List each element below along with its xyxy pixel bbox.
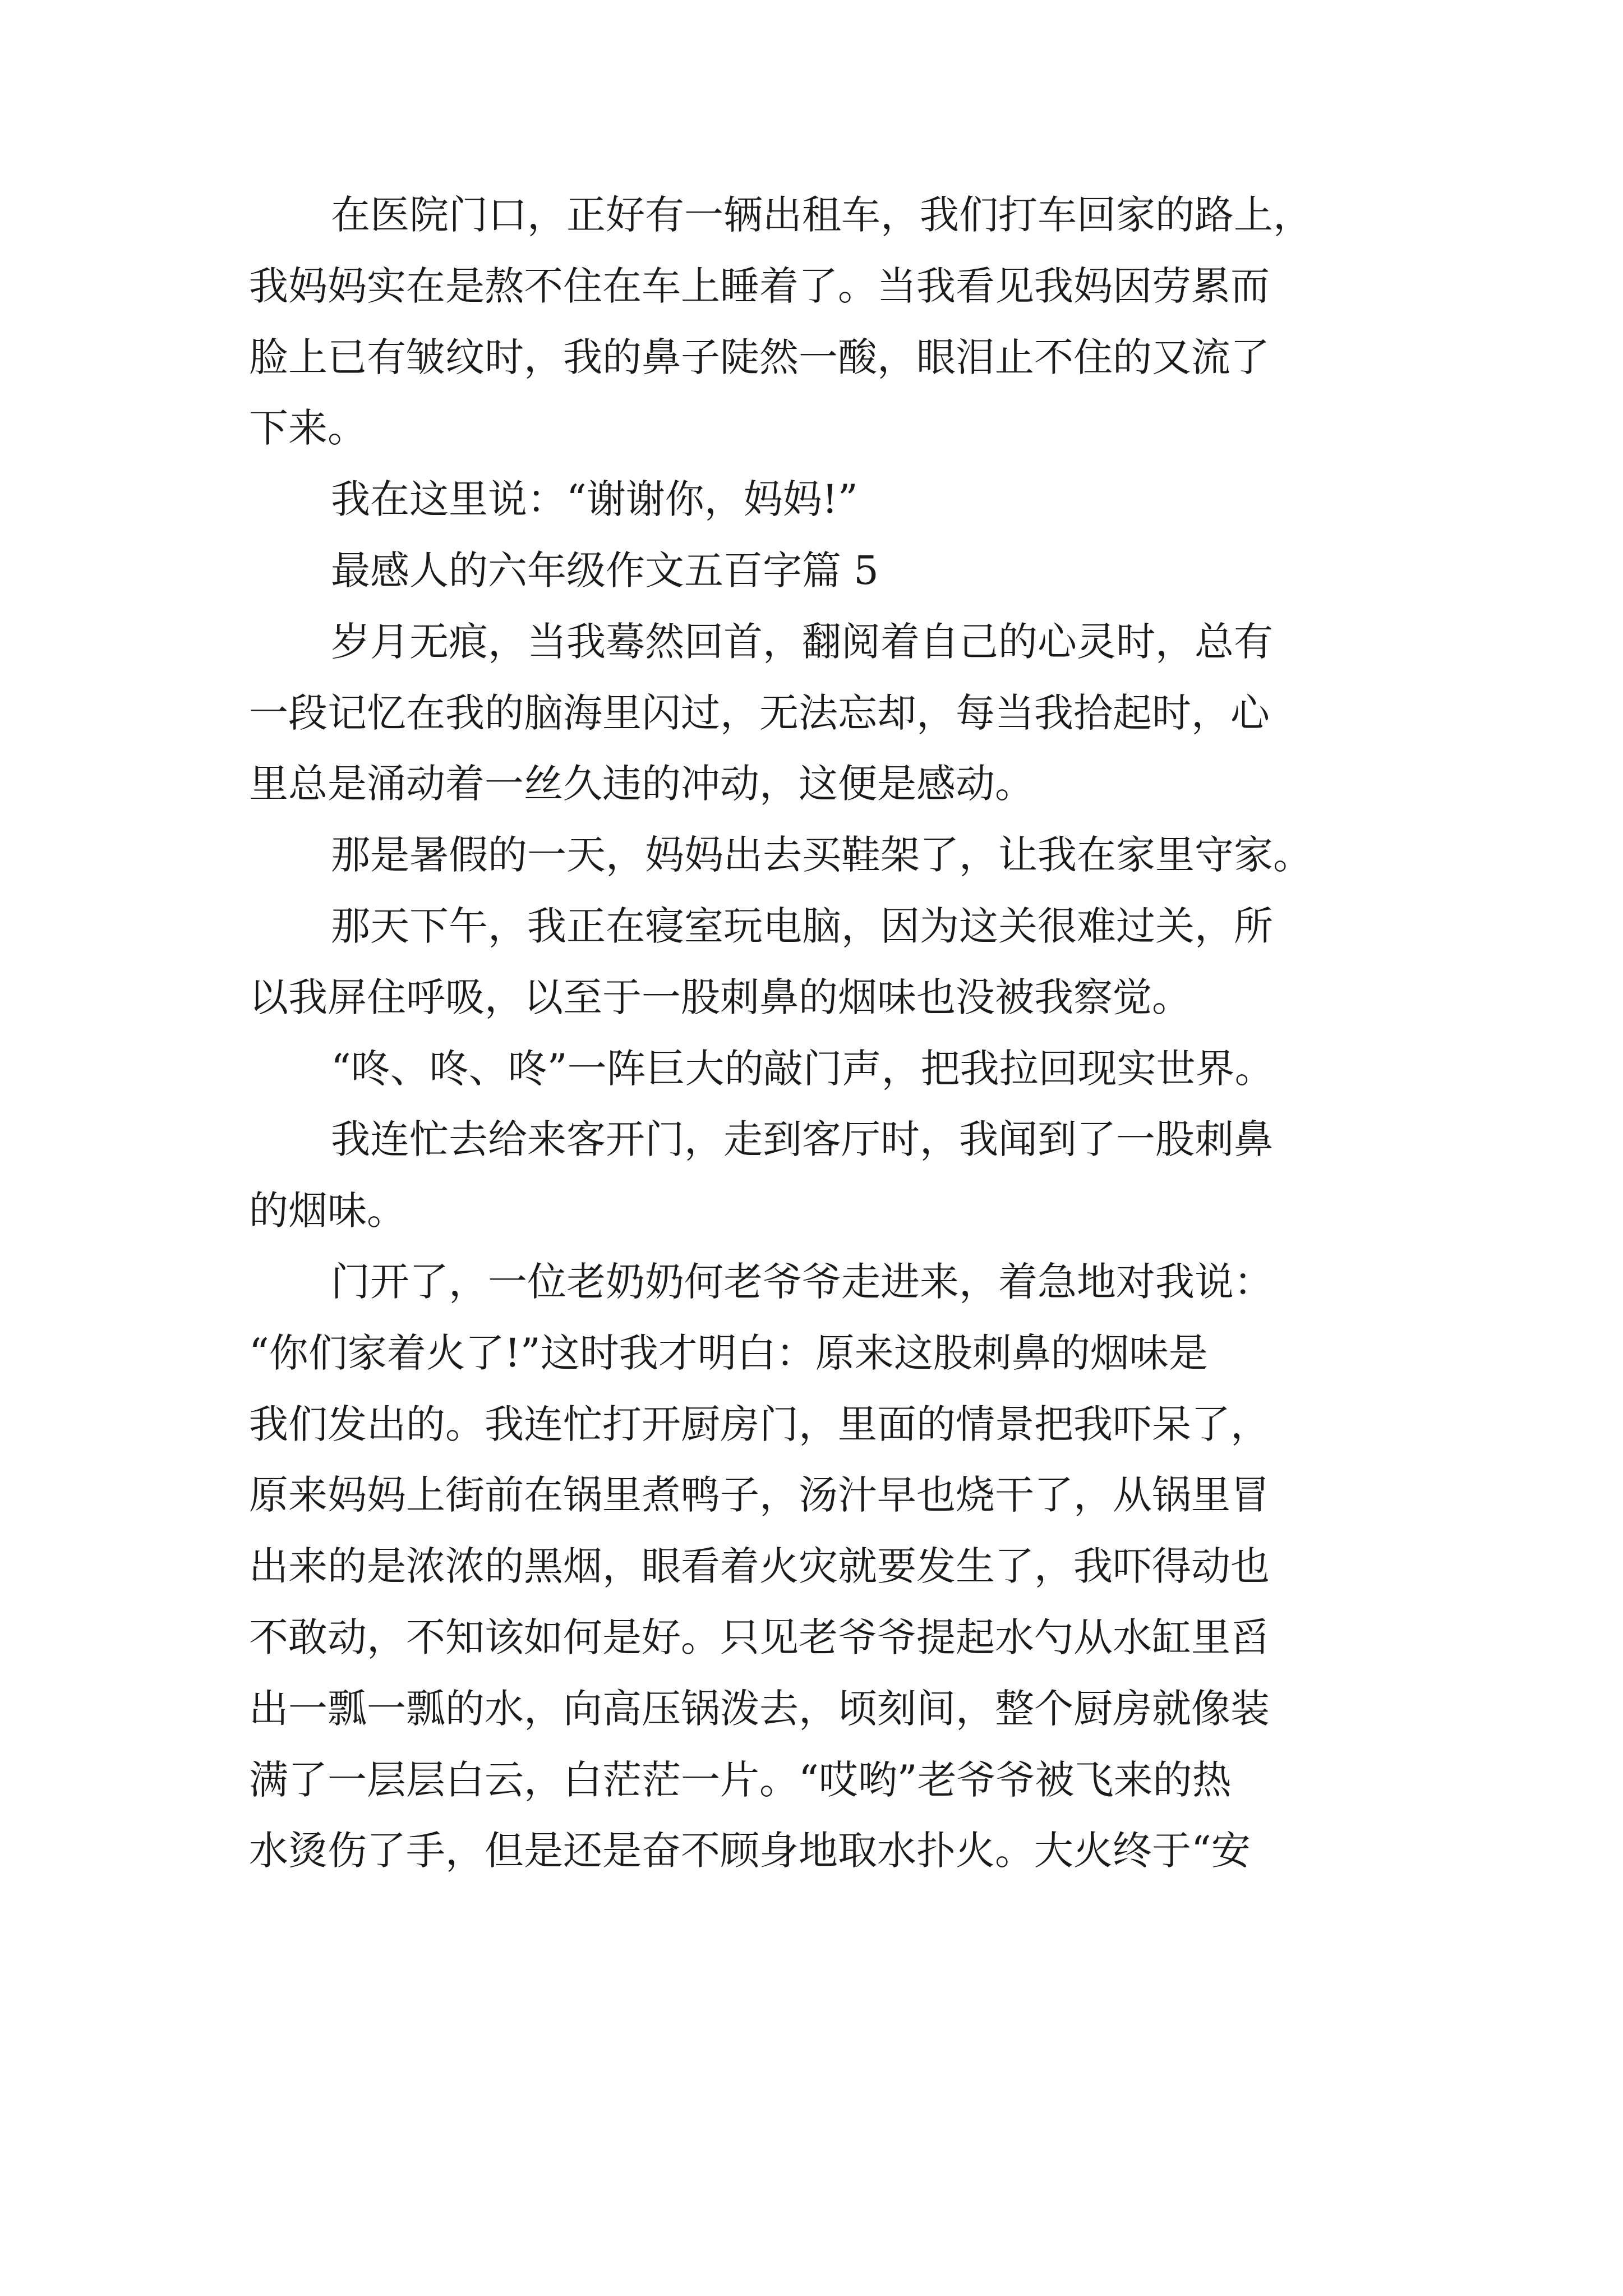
text-line: 不敢动，不知该如何是好。只见老爷爷提起水勺从水缸里舀 xyxy=(249,1614,1270,1660)
text-line: 门开了，一位老奶奶何老爷爷走进来，着急地对我说： xyxy=(331,1258,1273,1305)
text-line: “咚、咚、咚”一阵巨大的敲门声，把我拉回现实世界。 xyxy=(331,1045,1274,1092)
text-line: 在医院门口，正好有一辆出租车，我们打车回家的路上， xyxy=(331,192,1312,238)
text-line: 出一瓢一瓢的水，向高压锅泼去，顷刻间，整个厨房就像装 xyxy=(249,1685,1270,1732)
text-line: 脸上已有皱纹时，我的鼻子陡然一酸，眼泪止不住的又流了 xyxy=(249,334,1270,380)
text-line: 我妈妈实在是熬不住在车上睡着了。当我看见我妈因劳累而 xyxy=(249,263,1270,309)
text-line: 我们发出的。我连忙打开厨房门，里面的情景把我吓呆了， xyxy=(249,1401,1270,1447)
text-line: “你们家着火了!”这时我才明白：原来这股刺鼻的烟味是 xyxy=(249,1329,1208,1376)
text-line: 的烟味。 xyxy=(249,1188,406,1234)
text-line: 满了一层层白云，白茫茫一片。“哎哟”老爷爷被飞来的热 xyxy=(249,1756,1232,1803)
text-line: 那天下午，我正在寝室玩电脑，因为这关很难过关，所 xyxy=(331,903,1273,949)
text-line: 出来的是浓浓的黑烟，眼看着火灾就要发生了，我吓得动也 xyxy=(249,1543,1270,1590)
text-line: 以我屏住呼吸，以至于一股刺鼻的烟味也没被我察觉。 xyxy=(249,974,1191,1020)
text-line: 原来妈妈上街前在锅里煮鸭子，汤汁早也烧干了，从锅里冒 xyxy=(249,1472,1270,1519)
section-heading: 最感人的六年级作文五百字篇 5 xyxy=(331,547,879,593)
text-line: 里总是涌动着一丝久违的冲动，这便是感动。 xyxy=(249,761,1034,807)
text-line: 我在这里说：“谢谢你，妈妈!” xyxy=(331,476,858,523)
text-line: 岁月无痕，当我蓦然回首，翻阅着自己的心灵时，总有 xyxy=(331,618,1273,665)
document-body xyxy=(249,180,1382,1887)
text-line: 下来。 xyxy=(249,405,367,452)
text-line: 我连忙去给来客开门，走到客厅时，我闻到了一股刺鼻 xyxy=(331,1116,1273,1163)
text-line: 一段记忆在我的脑海里闪过，无法忘却，每当我拾起时，心 xyxy=(249,689,1270,736)
text-line: 水烫伤了手，但是还是奋不顾身地取水扑火。大火终于“安 xyxy=(249,1828,1251,1874)
text-line: 那是暑假的一天，妈妈出去买鞋架了，让我在家里守家。 xyxy=(331,832,1312,878)
